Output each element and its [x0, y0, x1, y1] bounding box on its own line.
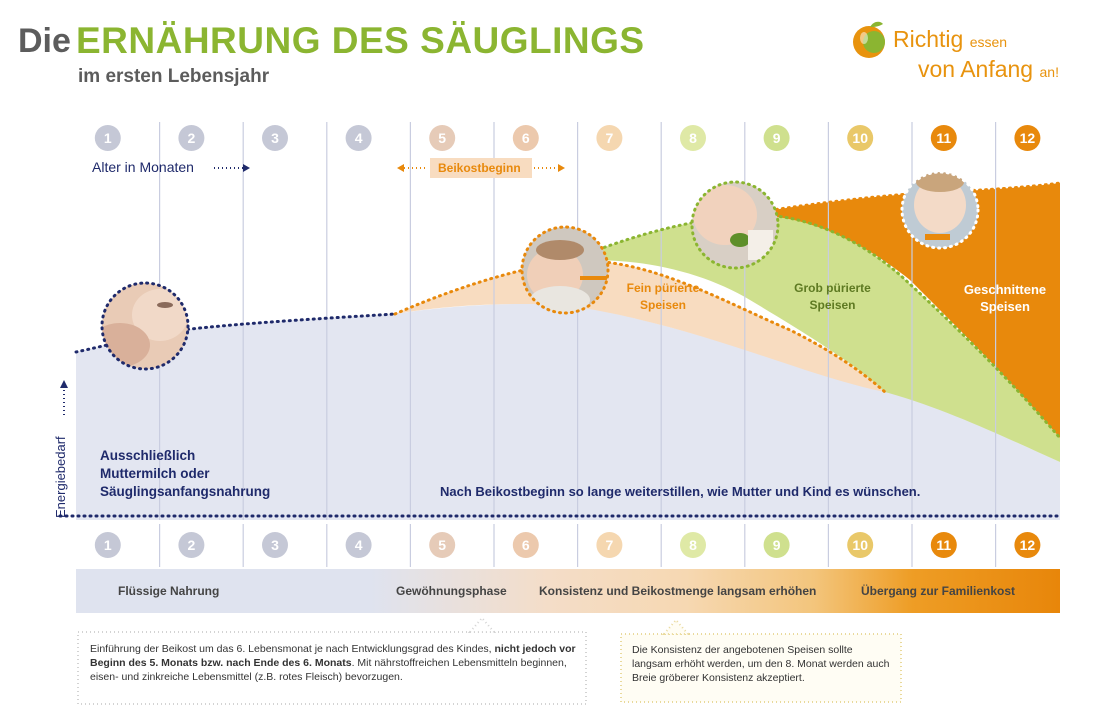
month-badge-label: 10 — [852, 537, 868, 553]
beikost-arrow-left — [397, 164, 404, 172]
logo-line2: von Anfang an! — [918, 56, 1059, 82]
month-badge-label: 6 — [521, 130, 530, 146]
phase-increase: Konsistenz und Beikostmenge langsam erhöhen — [539, 584, 817, 598]
energy-axis-arrowhead — [60, 380, 68, 388]
month-badge-label: 6 — [521, 537, 530, 553]
month-badge-label: 11 — [936, 537, 952, 553]
age-in-months-label: Alter in Monaten — [92, 159, 194, 175]
title-prefix: Die — [18, 22, 71, 60]
month-badge-label: 11 — [936, 130, 952, 146]
month-badge-label: 7 — [605, 537, 614, 553]
month-badge-label: 12 — [1019, 537, 1036, 553]
month-badge-label: 2 — [187, 537, 196, 553]
month-badge-label: 8 — [689, 537, 697, 553]
month-badge-label: 10 — [852, 130, 868, 146]
month-badges-top — [95, 125, 1041, 151]
energy-axis-label: Energiebedarf — [53, 436, 68, 518]
cut-food-label: Geschnittene Speisen — [963, 282, 1047, 314]
continue-nursing-label: Nach Beikostbeginn so lange weiterstillen, wie Mutter und Kind es wünschen. — [440, 484, 921, 499]
month-badge-label: 4 — [354, 537, 363, 553]
coarse-puree-label: Grob pürierte Speisen — [794, 281, 871, 312]
logo-line1: Richtig essen — [893, 26, 1008, 52]
exclusive-milk-label: Ausschließlich Muttermilch oder Säuglingsanfangsnahrung — [100, 448, 271, 499]
month-badge-label: 3 — [271, 537, 279, 553]
month-badge-label: 5 — [438, 537, 447, 553]
phase-habituation: Gewöhnungsphase — [396, 584, 507, 598]
month-badge-label: 9 — [772, 537, 781, 553]
month-badges-bottom — [95, 532, 1041, 558]
month-badge-label: 8 — [689, 130, 697, 146]
left-note-pointer — [470, 618, 494, 632]
right-note-text: Die Konsistenz der angebotenen Speisen sollte langsam erhöht werden, um den 8. Monat werden auch Breie gröberer Konsistenz akzeptiert. — [632, 644, 890, 684]
right-note-pointer — [664, 620, 688, 634]
month-badge-label: 7 — [605, 130, 614, 146]
beikost-start-label: Beikostbeginn — [438, 161, 521, 175]
left-note-text: Einführung der Beikost um das 6. Lebensmonat je nach Entwicklungsgrad des Kindes, nicht jedoch vor Beginn des 5. Monats bzw. nach Ende des 6. Monats. Mit nährstoffreichen Lebensmitteln beginnen, eisen- und zinkreiche Lebensmittel (z.B. rotes Fleisch) bevorzugen. — [90, 643, 576, 683]
month-badge-label: 4 — [354, 130, 363, 146]
month-badge-label: 3 — [271, 130, 279, 146]
month-badge-label: 12 — [1019, 130, 1036, 146]
fine-puree-label: Fein pürierte Speisen — [626, 281, 700, 312]
phase-liquid: Flüssige Nahrung — [118, 584, 220, 598]
month-badge-label: 2 — [187, 130, 196, 146]
month-badge-label: 9 — [772, 130, 781, 146]
phase-transition: Übergang zur Familienkost — [861, 584, 1016, 598]
month-badge-label: 1 — [103, 537, 112, 553]
beikost-arrow-right — [558, 164, 565, 172]
month-badge-label: 5 — [438, 130, 447, 146]
month-badge-label: 1 — [103, 130, 112, 146]
page-subtitle: im ersten Lebensjahr — [78, 66, 270, 87]
age-arrowhead — [243, 164, 250, 172]
page-title: ERNÄHRUNG DES SÄUGLINGS — [76, 20, 645, 61]
